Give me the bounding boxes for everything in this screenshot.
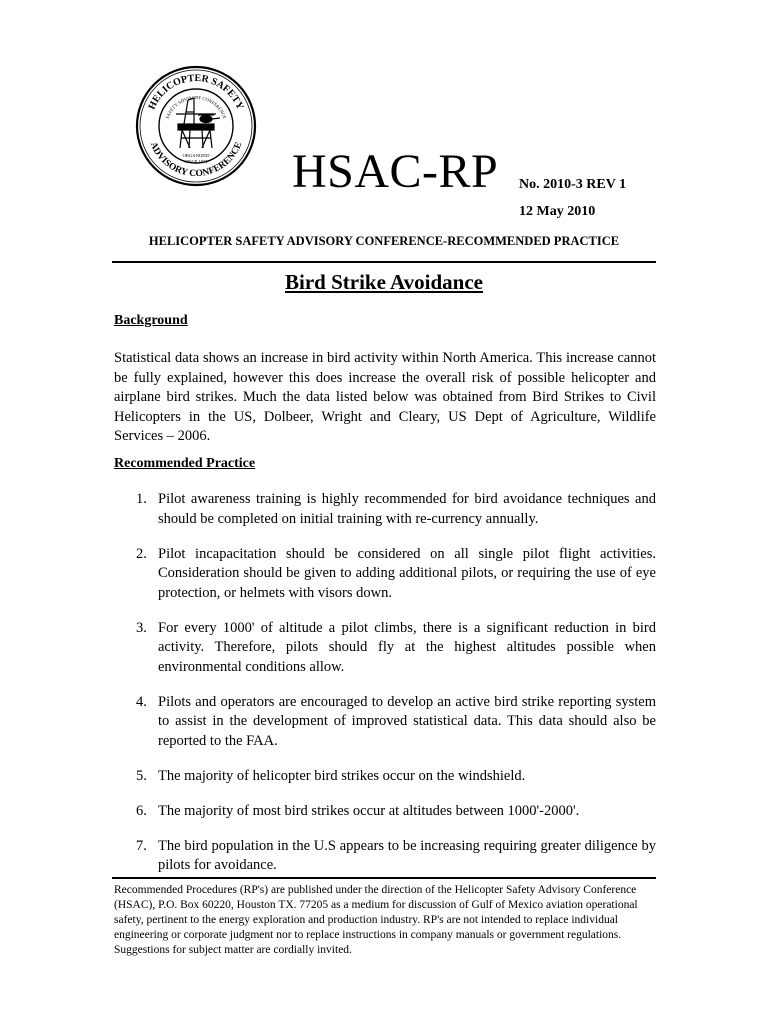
seal-top-text: HELICOPTER SAFETY — [146, 72, 246, 112]
document-number: No. 2010-3 REV 1 — [519, 177, 627, 192]
item-number: 3. — [136, 619, 147, 636]
document-title: HSAC-RP — [292, 145, 499, 198]
svg-text:SAFETY ADVISORY CONFERENCE — [165, 95, 228, 120]
item-number: 1. — [136, 491, 147, 507]
item-text: Pilot incapacitation should be considered on all single pilot flight activities. Consideration should be given to adding additional pilots, or requiring the use of eye protection, or helmets with visors down. — [158, 545, 656, 601]
practice-item — [114, 802, 656, 822]
item-text: Pilot awareness training is highly recommended for bird avoidance techniques and should be completed on initial training with re-currency annually. — [158, 491, 656, 527]
footer-note: Recommended Procedures (RP's) are published under the direction of the Helicopter Safety Advisory Conference (HSAC), P.O. Box 60220, Houston TX. 77205 as a medium for discussion of Gulf of Mexico aviation operational safety, pertinent to the energy exploration and production industry. RP's are not intended to replace individual engineering or corporate judgment nor to replace instructions in company manuals or government regulations. Suggestions for subject matter are cordially invited. — [114, 884, 638, 956]
practice-item — [114, 693, 656, 752]
item-number: 2. — [136, 545, 147, 562]
seal-organized-text: ORGANIZED — [182, 153, 210, 158]
seal-inner-text: SAFETY ADVISORY CONFERENCE — [164, 94, 228, 120]
seal-bottom-text: ADVISORY CONFERENCE — [147, 140, 245, 180]
item-number: 7. — [136, 837, 147, 854]
item-text: The majority of most bird strikes occur at altitudes between 1000'-2000'. — [158, 802, 580, 819]
document-date: 12 May 2010 — [519, 204, 596, 219]
item-number: 5. — [136, 767, 147, 784]
header-divider — [112, 261, 656, 263]
practice-item — [114, 767, 656, 787]
background-heading: Background — [114, 313, 188, 328]
main-heading: Bird Strike Avoidance — [285, 270, 483, 294]
practice-item — [114, 545, 656, 604]
item-text: The bird population in the U.S appears to be increasing requiring greater diligence by pilots for avoidance. — [158, 837, 656, 873]
item-text: For every 1000' of altitude a pilot climbs, there is a significant reduction in bird activity. Therefore, pilots should fly at the highest altitudes possible when environmental conditions allow. — [158, 619, 656, 675]
item-number: 4. — [136, 693, 147, 710]
practice-item — [114, 619, 656, 678]
hsac-seal-logo — [134, 64, 258, 188]
practice-heading: Recommended Practice — [114, 456, 256, 471]
footer-divider — [112, 877, 656, 879]
practice-list — [114, 490, 656, 891]
item-number: 6. — [136, 802, 147, 819]
practice-item — [114, 490, 656, 529]
item-text: Pilots and operators are encouraged to develop an active bird strike reporting system to assist in the development of improved statistical data. This data should also be reported to the FAA. — [158, 693, 656, 749]
item-text: The majority of helicopter bird strikes occur on the windshield. — [158, 767, 526, 784]
seal-since-text: SINCE 1971 — [184, 159, 208, 164]
practice-item — [114, 837, 656, 876]
background-paragraph: Statistical data shows an increase in bird activity within North America. This increase cannot be fully explained, however this does increase the overall risk of possible helicopter and airplane bird strikes. Much the data listed below was obtained from Bird Strikes to Civil Helicopters in the US, Dolbeer, Wright and Cleary, US Dept of Agriculture, Wildlife Services – 2006. — [114, 350, 656, 444]
conference-name: HELICOPTER SAFETY ADVISORY CONFERENCE-RECOMMENDED PRACTICE — [148, 234, 620, 248]
